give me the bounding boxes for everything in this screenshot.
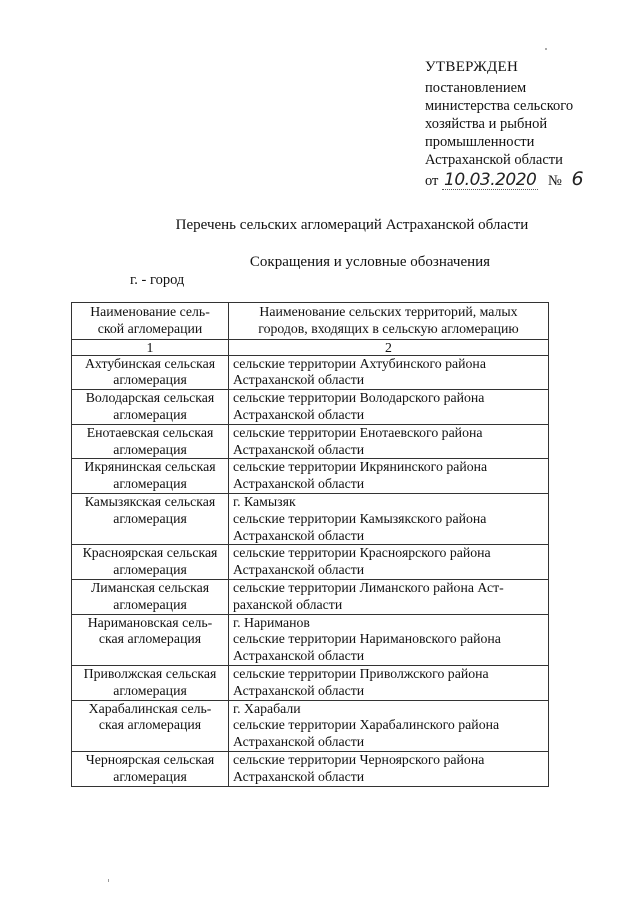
- territory-line: сельские территории Володарского района: [233, 390, 485, 406]
- territory-line: сельские территории Наримановского района: [233, 631, 501, 647]
- agglomeration-name-cell: [72, 459, 229, 494]
- territory-line: Астраханской области: [233, 562, 365, 578]
- agglomeration-name-line: агломерация: [113, 596, 187, 612]
- handwritten-number: 6: [571, 168, 584, 190]
- approval-line: министерства сельского: [425, 98, 574, 114]
- agglomeration-name-line: Икрянинская сельская: [84, 459, 216, 475]
- territory-line: Астраханской области: [233, 441, 365, 457]
- agglomeration-name-line: ская агломерация: [98, 717, 202, 733]
- agglomeration-name-cell: [72, 390, 229, 425]
- agglomerations-table: [71, 302, 549, 787]
- territory-line: Астраханской области: [233, 372, 365, 388]
- approval-block: [425, 58, 625, 190]
- agglomeration-name-line: Лиманская сельская: [90, 579, 210, 595]
- agglomeration-name-line: агломерация: [113, 510, 187, 526]
- approval-line: промышленности: [425, 134, 535, 150]
- territory-line: г. Харабали: [233, 700, 301, 716]
- territory-line: сельские территории Икрянинского района: [233, 459, 488, 475]
- agglomeration-name-line: агломерация: [113, 372, 187, 388]
- column-number-row: [72, 339, 549, 355]
- table-row: [72, 579, 549, 614]
- handwritten-date: 10.03.2020: [444, 170, 537, 190]
- agglomeration-name-line: Енотаевская сельская: [86, 424, 214, 440]
- agglomeration-name-cell: [72, 665, 229, 700]
- agglomeration-name-line: Камызякская сельская: [84, 493, 216, 509]
- territory-line: раханской области: [233, 596, 343, 612]
- territory-line: сельские территории Приволжского района: [233, 665, 489, 681]
- column-number: 1: [72, 339, 229, 355]
- territories-cell: [229, 665, 549, 700]
- territory-line: сельские территории Камызякского района: [233, 510, 487, 526]
- table-row: [72, 751, 549, 786]
- territory-line: Астраханской области: [233, 527, 365, 543]
- agglomeration-name-cell: [72, 355, 229, 390]
- territory-line: г. Нариманов: [233, 614, 310, 630]
- abbreviations-title: Сокращения и условные обозначения: [249, 254, 491, 270]
- table-header-row: [72, 303, 549, 340]
- header-line: Наименование сельских территорий, малых: [259, 304, 518, 319]
- header-agglomeration-name: [72, 303, 229, 340]
- territory-line: сельские территории Красноярского района: [233, 545, 491, 561]
- territories-cell: [229, 390, 549, 425]
- agglomeration-name-line: агломерация: [113, 768, 187, 784]
- territory-line: сельские территории Енотаевского района: [233, 424, 483, 440]
- header-territories: [229, 303, 549, 340]
- agglomeration-name-line: агломерация: [113, 406, 187, 422]
- table-row: [72, 424, 549, 459]
- territory-line: Астраханской области: [233, 734, 365, 750]
- document-title: Перечень сельских агломераций Астраханской области: [175, 217, 529, 233]
- abbreviation-item: г. - город: [130, 272, 185, 288]
- territories-cell: [229, 459, 549, 494]
- header-line: Наименование сель-: [90, 304, 210, 319]
- agglomeration-name-cell: [72, 579, 229, 614]
- agglomeration-name-line: агломерация: [113, 682, 187, 698]
- territory-line: Астраханской области: [233, 768, 365, 784]
- date-prefix: от: [425, 173, 439, 189]
- territory-line: Астраханской области: [233, 648, 365, 664]
- scan-speck: [545, 48, 547, 50]
- header-line: ской агломерации: [97, 320, 203, 336]
- approval-line: хозяйства и рыбной: [425, 116, 548, 132]
- territory-line: сельские территории Харабалинского района: [233, 717, 500, 733]
- agglomeration-name-line: агломерация: [113, 562, 187, 578]
- territories-cell: [229, 355, 549, 390]
- header-line: городов, входящих в сельскую агломерацию: [258, 320, 519, 336]
- number-label: №: [548, 173, 562, 189]
- agglomeration-name-line: Ахтубинская сельская: [84, 355, 216, 371]
- territories-cell: [229, 751, 549, 786]
- agglomeration-name-cell: [72, 614, 229, 665]
- agglomeration-name-line: Харабалинская сель-: [88, 700, 212, 716]
- agglomeration-name-line: агломерация: [113, 441, 187, 457]
- agglomeration-name-cell: [72, 751, 229, 786]
- territories-cell: [229, 700, 549, 751]
- table-row: [72, 355, 549, 390]
- territories-cell: [229, 424, 549, 459]
- agglomeration-name-cell: [72, 545, 229, 580]
- agglomeration-name-line: Володарская сельская: [85, 390, 215, 406]
- approval-line: Астраханской области: [425, 152, 563, 168]
- table-row: [72, 493, 549, 544]
- column-number: 2: [229, 339, 549, 355]
- table-row: [72, 545, 549, 580]
- table-row: [72, 390, 549, 425]
- approval-date-line: [425, 170, 625, 190]
- territory-line: Астраханской области: [233, 682, 365, 698]
- territories-cell: [229, 614, 549, 665]
- agglomeration-name-line: Красноярская сельская: [82, 545, 218, 561]
- territories-cell: [229, 579, 549, 614]
- approval-title: УТВЕРЖДЕН: [425, 59, 519, 75]
- territory-line: Астраханской области: [233, 476, 365, 492]
- table-row: [72, 700, 549, 751]
- table-row: [72, 614, 549, 665]
- approval-line: постановлением: [425, 80, 527, 96]
- agglomeration-name-cell: [72, 700, 229, 751]
- scan-mark: [108, 879, 109, 882]
- agglomeration-name-line: Наримановская сель-: [87, 614, 213, 630]
- agglomeration-name-cell: [72, 424, 229, 459]
- agglomeration-name-line: ская агломерация: [98, 631, 202, 647]
- territory-line: сельские территории Лиманского района Аст-: [233, 579, 504, 595]
- agglomeration-name-line: агломерация: [113, 476, 187, 492]
- territory-line: сельские территории Черноярского района: [233, 751, 485, 767]
- territory-line: Астраханской области: [233, 406, 365, 422]
- territories-cell: [229, 493, 549, 544]
- agglomeration-name-line: Черноярская сельская: [85, 751, 215, 767]
- territory-line: сельские территории Ахтубинского района: [233, 355, 486, 371]
- territory-line: г. Камызяк: [233, 493, 296, 509]
- agglomeration-name-line: Приволжская сельская: [83, 665, 217, 681]
- table-row: [72, 665, 549, 700]
- territories-cell: [229, 545, 549, 580]
- agglomeration-name-cell: [72, 493, 229, 544]
- table-row: [72, 459, 549, 494]
